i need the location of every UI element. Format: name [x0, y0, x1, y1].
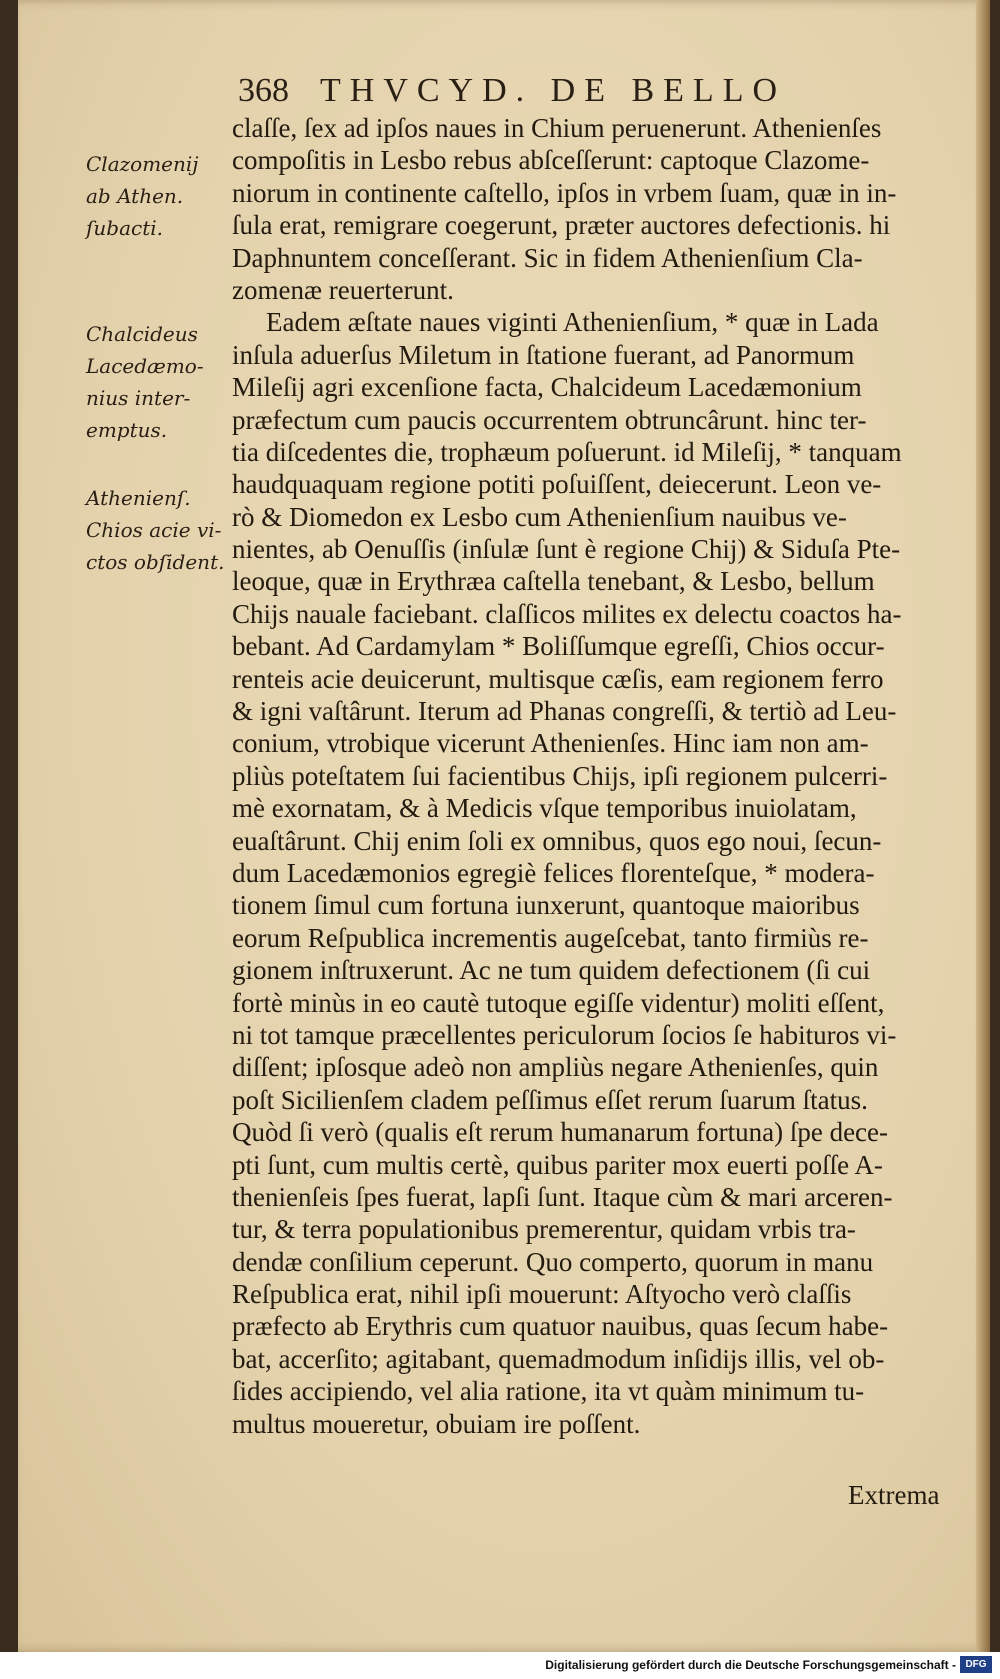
text-line: præfectum cum paucis occurrentem obtruncârunt. hinc ter- [232, 404, 867, 435]
text-line: compoſitis in Lesbo rebus abſceſſerunt: captoque Clazome- [232, 145, 870, 176]
margin-note-line: ſubacti. [86, 216, 164, 240]
margin-note-line: Chios acie vi- [86, 518, 222, 542]
catchword: Extrema [848, 1480, 940, 1510]
margin-note-line: Chalcideus [86, 322, 198, 346]
text-line: renteis acie deuicerunt, multisque cæſis, eam regionem ferro [232, 663, 884, 694]
text-line: gionem inſtruxerunt. Ac ne tum quidem defectionem (ſi cui [232, 955, 871, 986]
text-line: Eadem æſtate naues viginti Athenienſium, * quæ in Lada [266, 307, 879, 338]
text-line: Daphnuntem conceſſerant. Sic in fidem Athenienſium Cla- [232, 242, 863, 273]
text-line: eorum Reſpublica incrementis augeſcebat, tanto firmiùs re- [232, 922, 869, 953]
margin-note-line: ab Athen. [86, 184, 184, 208]
text-line: multus moueretur, obuiam ire poſſent. [232, 1408, 641, 1439]
margin-note-line: Lacedæmo- [86, 354, 204, 378]
text-line: præfecto ab Erythris cum quatuor nauibus, quas ſecum habe- [232, 1311, 889, 1342]
margin-note [86, 482, 224, 578]
book-page [18, 0, 990, 1652]
text-line: euaſtârunt. Chij enim ſoli ex omnibus, quos ego noui, ſecun- [232, 825, 882, 856]
text-line: bebant. Ad Cardamylam * Boliſſumque egreſſi, Chios occur- [232, 631, 885, 662]
text-line: ni tot tamque præcellentes periculorum ſocios ſe habituros vi- [232, 1019, 897, 1050]
text-line: Quòd ſi verò (qualis eſt rerum humanarum fortuna) ſpe dece- [232, 1117, 889, 1148]
text-line: fortè minùs in eo cautè tutoque egiſſe videntur) moliti eſſent, [232, 987, 885, 1018]
running-title: THVCYD. DE BELLO [320, 72, 787, 109]
text-line: inſula aduerſus Miletum in ſtatione fuerant, ad Panormum [232, 339, 855, 370]
text-line: thenienſeis ſpes fuerat, lapſi ſunt. Itaque cùm & mari arceren- [232, 1181, 893, 1212]
text-line: leoque, quæ in Erythræa caſtella tenebant, & Lesbo, bellum [232, 566, 875, 597]
text-line: zomenæ reuerterunt. [232, 274, 454, 305]
text-line: ſula erat, remigrare coegerunt, præter auctores defectionis. hi [232, 210, 891, 241]
text-line: dendæ conſilium ceperunt. Quo comperto, quorum in manu [232, 1246, 874, 1277]
text-line: conium, vtrobique vicerunt Athenienſes. Hinc iam non am- [232, 728, 869, 759]
text-line: Chijs nauale faciebant. claſſicos milites ex delectu coactos ha- [232, 598, 902, 629]
text-line: Mileſij agri excenſione facta, Chalcideum Lacedæmonium [232, 372, 862, 403]
margin-note-line: emptus. [86, 418, 168, 442]
text-line: tionem ſimul cum fortuna iunxerunt, quantoque maioribus [232, 890, 860, 921]
page-number: 368 [238, 72, 289, 109]
dfg-logo: DFG [960, 1656, 992, 1673]
running-head [238, 72, 938, 116]
margin-note-line: ctos obſident. [86, 550, 225, 574]
text-line: & igni vaſtârunt. Iterum ad Phanas congreſſi, & tertiò ad Leu- [232, 696, 897, 727]
footer-bar [0, 1652, 1000, 1679]
text-line: nientes, ab Oenuſſis (inſulæ ſunt è regione Chij) & Siduſa Pte- [232, 534, 901, 565]
margin-note [86, 318, 204, 446]
text-line: dum Lacedæmonios egregiè felices florenteſque, * modera- [232, 857, 875, 888]
page-edge [976, 0, 990, 1652]
text-line: pliùs poteſtatem ſui facientibus Chijs, ipſi regionem pulcerri- [232, 760, 888, 791]
text-line: haudquaquam regione potiti poſuiſſent, deiecerunt. Leon ve- [232, 469, 882, 500]
text-line: niorum in continente caſtello, ipſos in vrbem ſuam, quæ in in- [232, 177, 897, 208]
margin-note [86, 148, 198, 244]
text-line: bat, accerſito; agitabant, quemadmodum inſidijs illis, vel ob- [232, 1343, 885, 1374]
margin-note-line: nius inter- [86, 386, 191, 410]
text-line: poſt Sicilienſem cladem peſſimus eſſet rerum ſuarum ſtatus. [232, 1084, 868, 1115]
margin-note-line: Clazomenij [86, 152, 199, 176]
text-line: ſides accipiendo, vel alia ratione, ita vt quàm minimum tu- [232, 1376, 865, 1407]
text-line: Reſpublica erat, nihil ipſi mouerunt: Aſtyocho verò claſſis [232, 1279, 852, 1310]
text-line: diſſent; ipſosque adeò non ampliùs negare Athenienſes, quin [232, 1052, 879, 1083]
text-line: claſſe, ſex ad ipſos naues in Chium peruenerunt. Athenienſes [232, 113, 882, 143]
body-text [232, 112, 962, 1440]
text-line: mè exornatam, & à Medicis vſque temporibus inuiolatam, [232, 793, 857, 824]
text-line: tur, & terra populationibus premerentur, quidam vrbis tra- [232, 1214, 856, 1245]
footer-credit: Digitalisierung gefördert durch die Deutsche Forschungsgemeinschaft - [545, 1658, 956, 1672]
text-line: pti ſunt, cum multis certè, quibus pariter mox euerti poſſe A- [232, 1149, 883, 1180]
text-line: rò & Diomedon ex Lesbo cum Athenienſium nauibus ve- [232, 501, 847, 532]
margin-note-line: Athenienſ. [86, 486, 191, 510]
text-line: tia diſcedentes die, trophæum poſuerunt. id Mileſij, * tanquam [232, 436, 902, 467]
